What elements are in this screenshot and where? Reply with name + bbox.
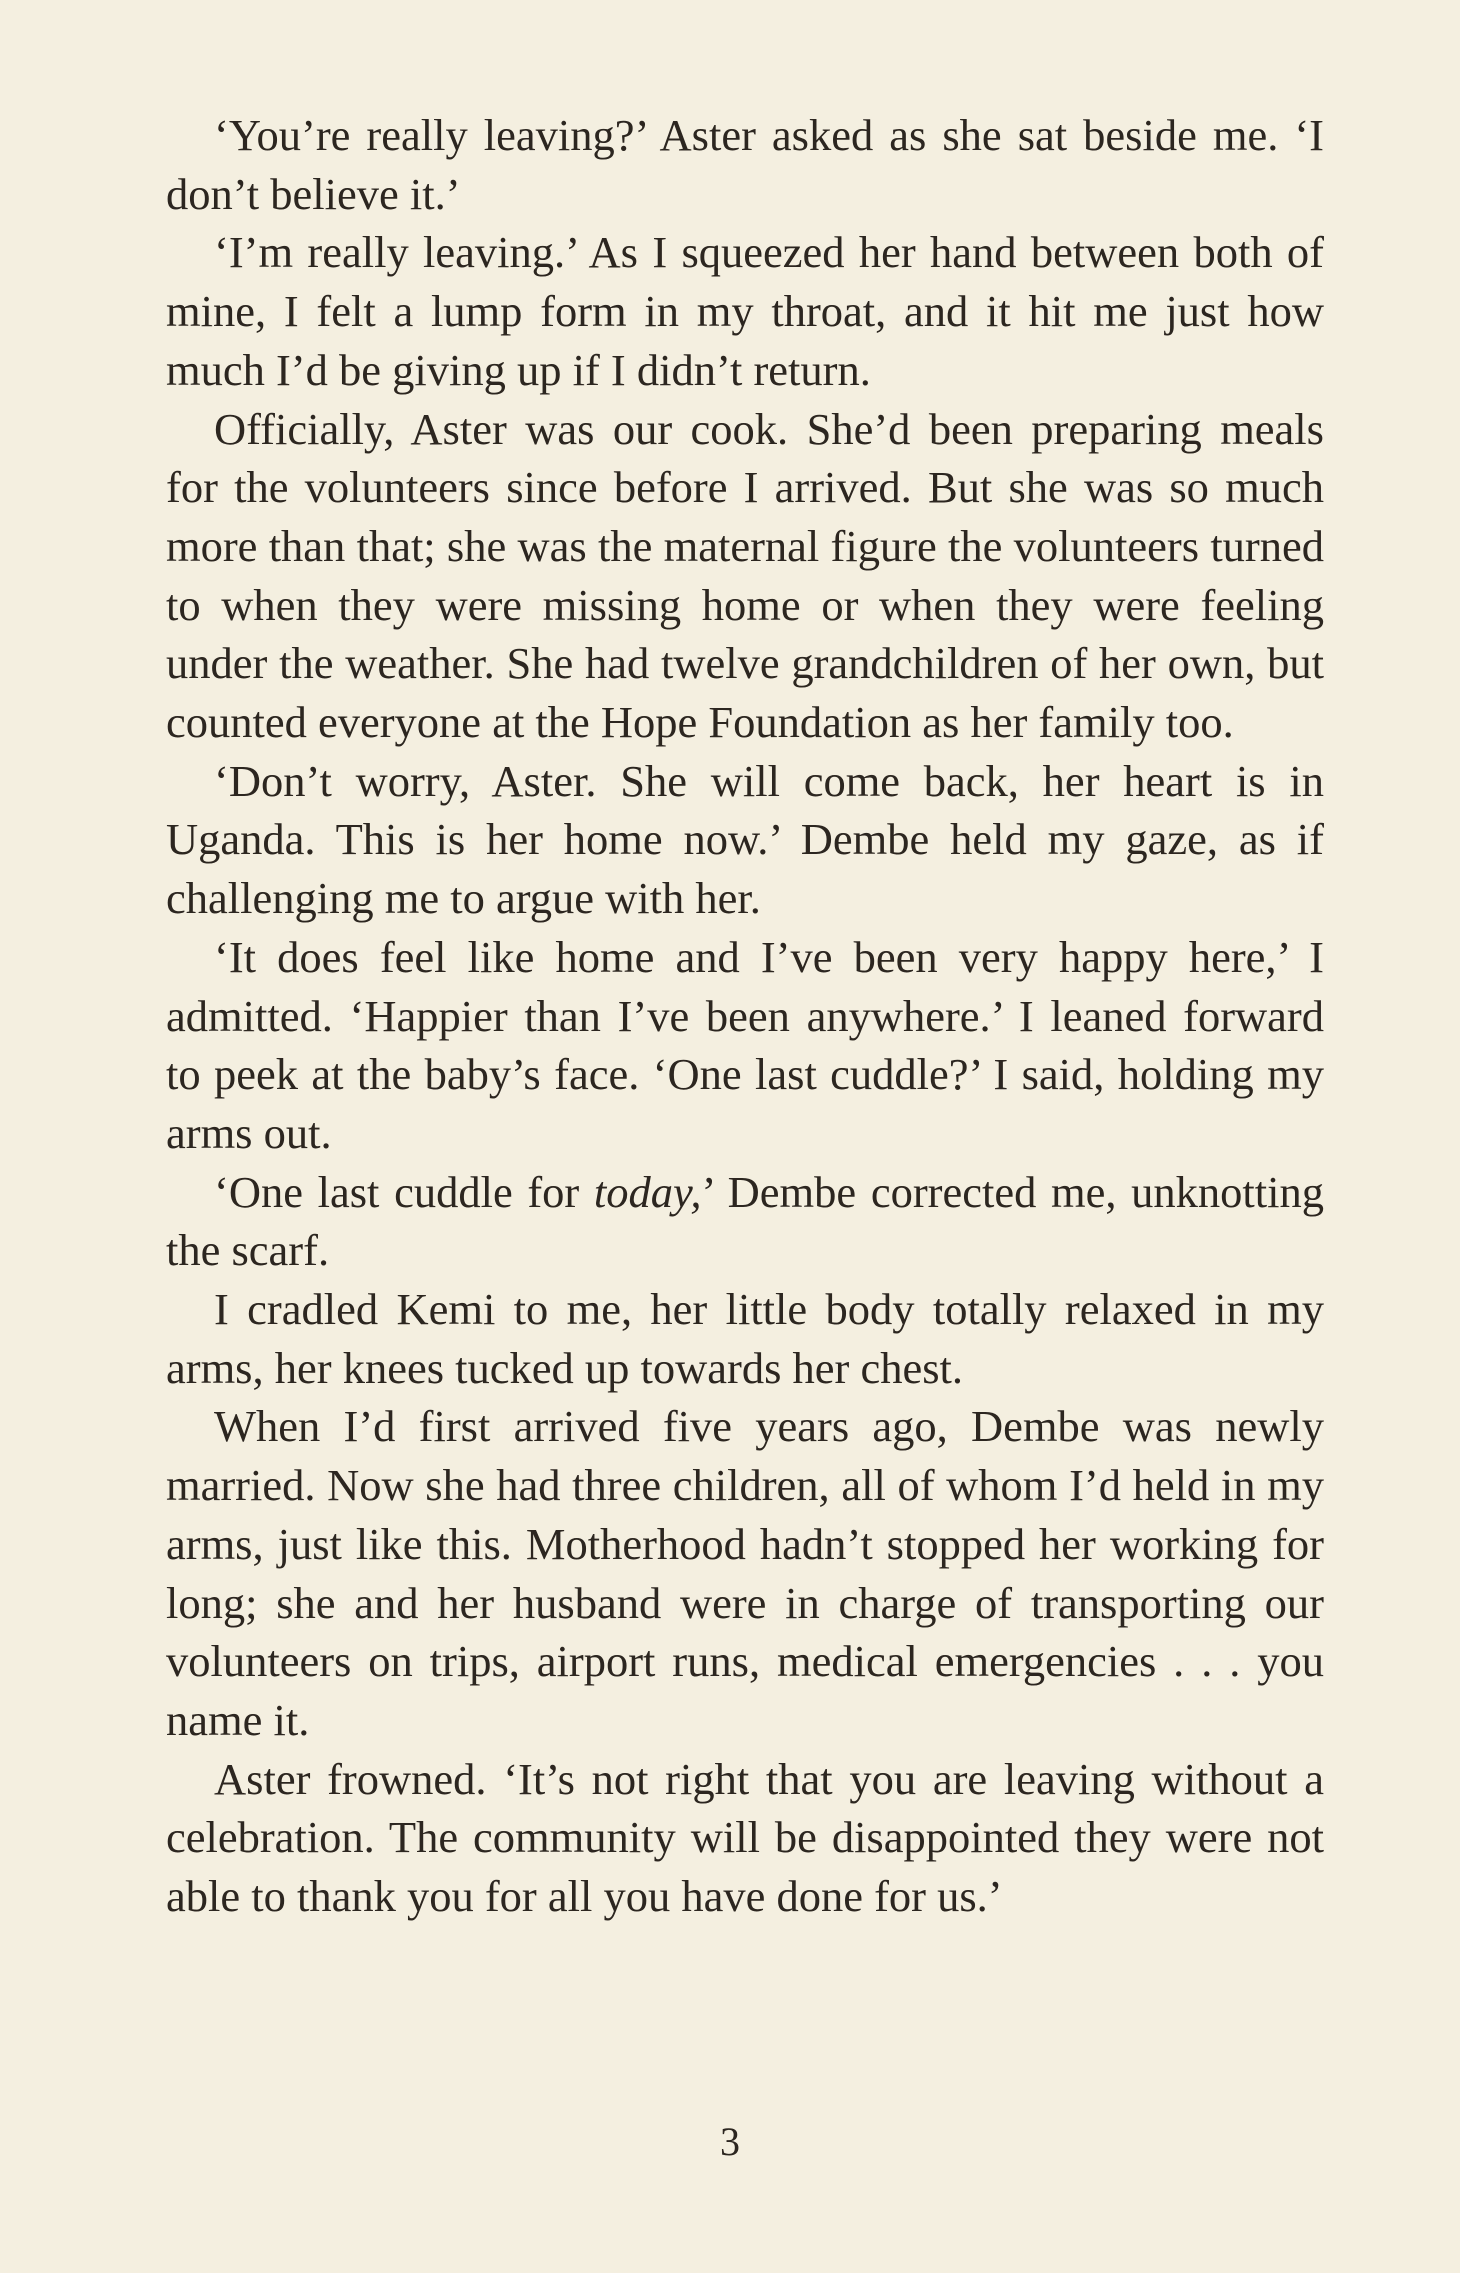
paragraph-6-emphasis: today, (593, 1166, 702, 1217)
paragraph-6-after: ’ Dembe corrected me, unknotting the scarf. (166, 1166, 1324, 1276)
paragraph-3: Officially, Aster was our cook. She’d been preparing meals for the volunteers since before I arrived. But she was so much more than that; she was the maternal figure the volunteers turned to when they were missing home or when they were feeling under the weather. She had twelve grandchildren of her own, but counted everyone at the Hope Foundation as her family too. (166, 403, 1324, 748)
paragraph-8: When I’d first arrived five years ago, Dembe was newly married. Now she had three children, all of whom I’d held in my arms, just like this. Motherhood hadn’t stopped her working for long; she and her husband were in charge of transporting our volunteers on trips, airport runs, medical emergencies . . . you name it. (166, 1401, 1324, 1745)
paragraph-6 (166, 1163, 1324, 1280)
paragraph-9: Aster frowned. ‘It’s not right that you are leaving without a celebration. The community will be disappointed they were not able to thank you for all you have done for us.’ (166, 1753, 1324, 1922)
paragraph-4: ‘Don’t worry, Aster. She will come back, her heart is in Uganda. This is her home now.’ Dembe held my gaze, as if challenging me to argue with her. (166, 755, 1324, 924)
paragraph-1: ‘You’re really leaving?’ Aster asked as she sat beside me. ‘I don’t believe it.’ (166, 110, 1324, 219)
paragraph-7: I cradled Kemi to me, her little body totally relaxed in my arms, her knees tucked up towards her chest. (166, 1284, 1324, 1393)
paragraph-5: ‘It does feel like home and I’ve been very happy here,’ I admitted. ‘Happier than I’ve been anywhere.’ I leaned forward to peek at the baby’s face. ‘One last cuddle?’ I said, holding my arms out. (166, 931, 1324, 1158)
paragraph-6-before: ‘One last cuddle for (214, 1166, 594, 1217)
body-text (166, 106, 1324, 1926)
paragraph-2: ‘I’m really leaving.’ As I squeezed her hand between both of mine, I felt a lump form in my throat, and it hit me just how much I’d be giving up if I didn’t return. (166, 227, 1324, 395)
page-number: 3 (720, 2119, 740, 2164)
